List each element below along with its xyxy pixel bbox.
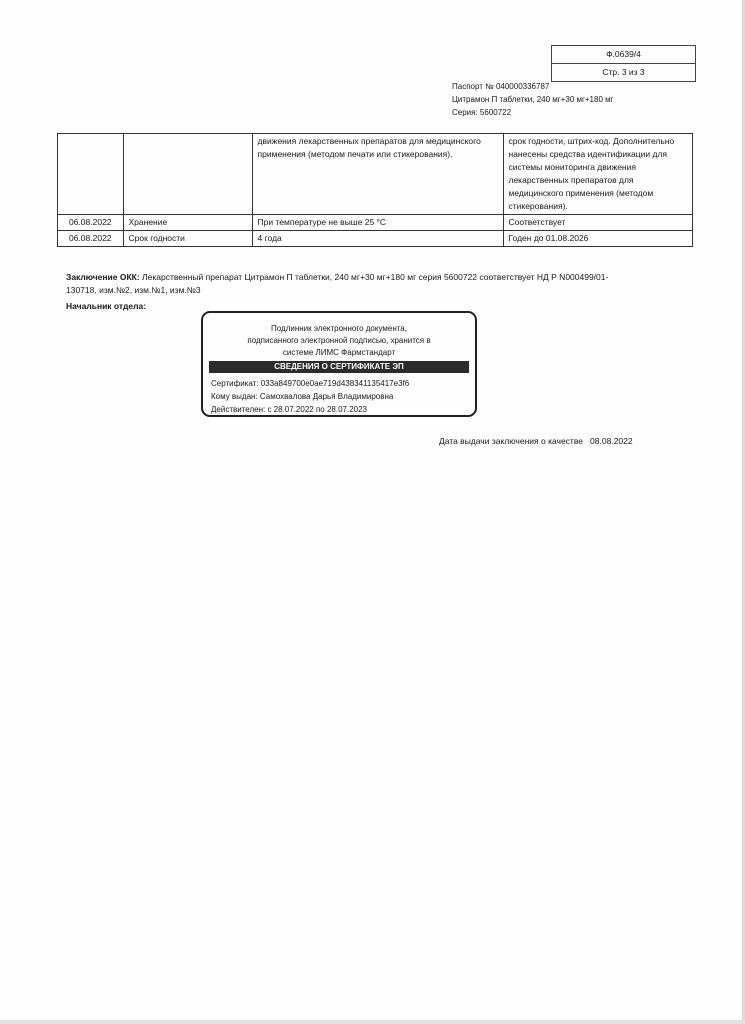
conclusion-label: Заключение ОКК: [66, 272, 140, 282]
parameter-cell: Срок годности [123, 231, 252, 247]
series-number: Серия: 5600722 [452, 108, 512, 117]
passport-block [452, 80, 614, 119]
date-cell: 06.08.2022 [58, 231, 124, 247]
stamp-header [203, 313, 475, 359]
date-cell: 06.08.2022 [58, 215, 124, 231]
requirement-cell: 4 года [252, 231, 503, 247]
passport-number: Паспорт № 040000336787 [452, 82, 550, 91]
date-cell [58, 134, 124, 215]
table-row [58, 215, 693, 231]
certificate-details [203, 373, 475, 416]
qc-conclusion [66, 271, 626, 297]
stamp-line-3: системе ЛИМС Фармстандарт [282, 348, 396, 357]
requirement-cell: При температуре не выше 25 °C [252, 215, 503, 231]
results-table [57, 133, 693, 247]
result-cell: Соответствует [503, 215, 693, 231]
certificate-title-bar: СВЕДЕНИЯ О СЕРТИФИКАТЕ ЭП [209, 361, 469, 373]
issue-date: Дата выдачи заключения о качестве 08.08.2022 [439, 436, 633, 446]
parameter-cell: Хранение [123, 215, 252, 231]
result-cell: Годен до 01.08.2026 [503, 231, 693, 247]
table-row [58, 231, 693, 247]
form-code: Ф.0639/4 [606, 49, 641, 59]
page-number: Стр. 3 из 3 [552, 63, 695, 81]
certificate-number: Сертификат: 033a849700e0ae719d438341135417e3f6 [211, 379, 410, 388]
table-row [58, 134, 693, 215]
requirement-cell: движения лекарственных препаратов для медицинского применения (методом печати или стикерования). [252, 134, 503, 215]
certificate-validity: Действителен: с 28.07.2022 по 28.07.2023 [211, 405, 367, 414]
e-signature-stamp [201, 311, 477, 417]
department-head-label: Начальник отдела: [66, 301, 147, 311]
result-cell: срок годности, штрих-код. Дополнительно нанесены средства идентификации для системы мониторинга движения лекарственных препаратов для медицинского применения (методом стикерования). [503, 134, 693, 215]
scan-edge-bottom [0, 1020, 745, 1024]
certificate-owner: Кому выдан: Самохвалова Дарья Владимировна [211, 392, 394, 401]
conclusion-text: Лекарственный препарат Цитрамон П таблетки, 240 мг+30 мг+180 мг серия 5600722 соответствует НД Р N000499/01-130718, изм.№2, изм.№1, изм.№3 [66, 272, 609, 295]
stamp-line-1: Подлинник электронного документа, [271, 324, 407, 333]
product-name: Цитрамон П таблетки, 240 мг+30 мг+180 мг [452, 95, 614, 104]
stamp-line-2: подписанного электронной подписью, хранится в [247, 336, 431, 345]
form-code-box [551, 45, 696, 82]
parameter-cell [123, 134, 252, 215]
